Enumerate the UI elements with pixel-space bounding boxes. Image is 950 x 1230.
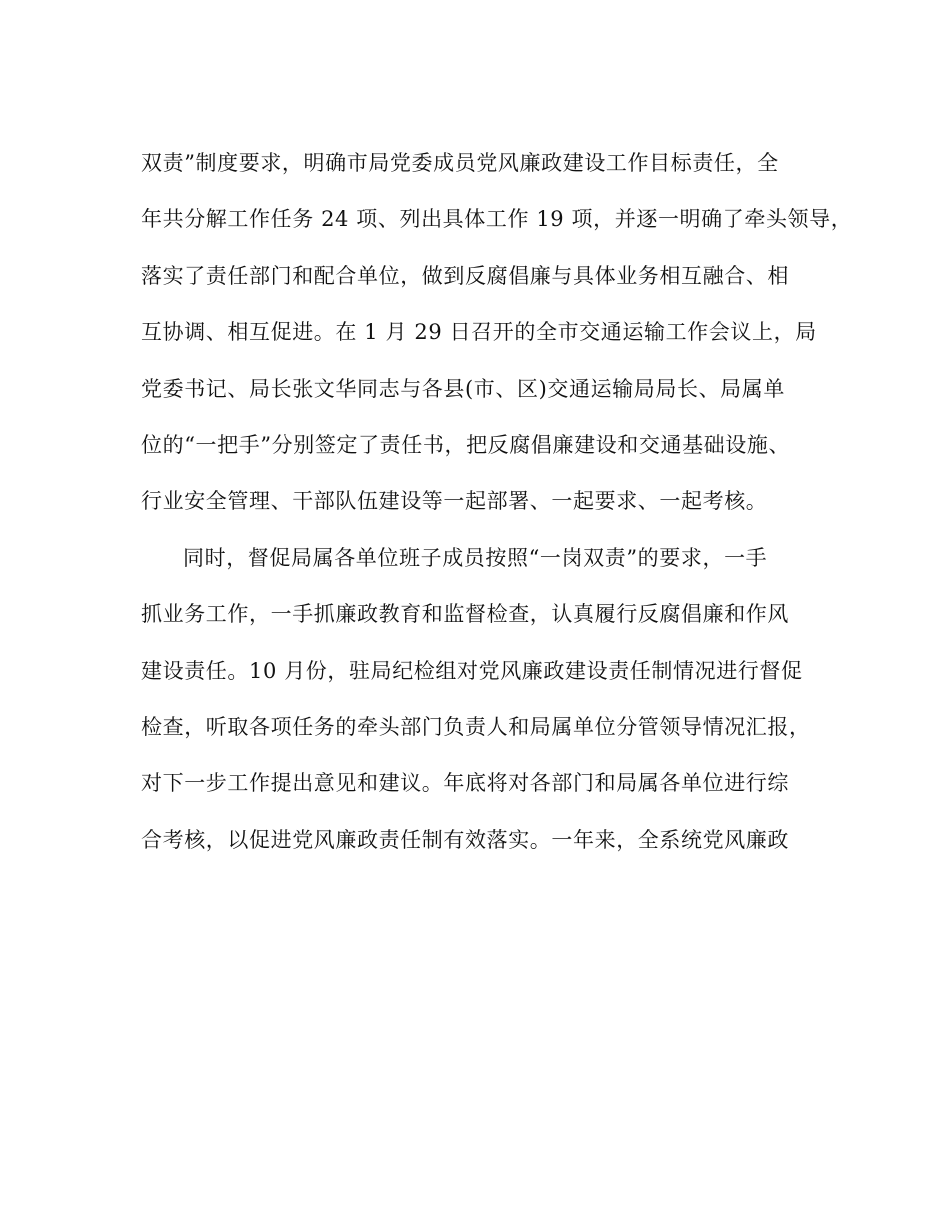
text-line: 落实了责任部门和配合单位，做到反腐倡廉与具体业务相互融合、相	[141, 263, 789, 288]
text-line: 检查，听取各项任务的牵头部门负责人和局属单位分管领导情况汇报，	[141, 714, 811, 739]
paragraph-start-line: 同时，督促局属各单位班子成员按照“一岗双责”的要求，一手	[183, 545, 768, 570]
text-line: 双责”制度要求，明确市局党委成员党风廉政建设工作目标责任，全	[141, 151, 779, 175]
text-line: 互协调、相互促进。在 1 月 29 日召开的全市交通运输工作会议上，局	[141, 320, 817, 345]
text-line: 建设责任。10 月份，驻局纪检组对党风廉政建设责任制情况进行督促	[141, 658, 803, 683]
text-line: 对下一步工作提出意见和建议。年底将对各部门和局属各单位进行综	[141, 771, 789, 796]
body-text	[141, 135, 853, 868]
text-line: 年共分解工作任务 24 项、列出具体工作 19 项，并逐一明确了牵头领导，	[141, 207, 853, 232]
text-line: 合考核，以促进党风廉政责任制有效落实。一年来，全系统党风廉政	[141, 827, 789, 852]
text-line: 抓业务工作，一手抓廉政教育和监督检查，认真履行反腐倡廉和作风	[141, 602, 789, 627]
text-line: 行业安全管理、干部队伍建设等一起部署、一起要求、一起考核。	[141, 489, 768, 514]
text-line: 党委书记、局长张文华同志与各县(市、区)交通运输局局长、局属单	[141, 376, 785, 401]
text-line: 位的“一把手”分别签定了责任书，把反腐倡廉建设和交通基础设施、	[141, 432, 791, 457]
